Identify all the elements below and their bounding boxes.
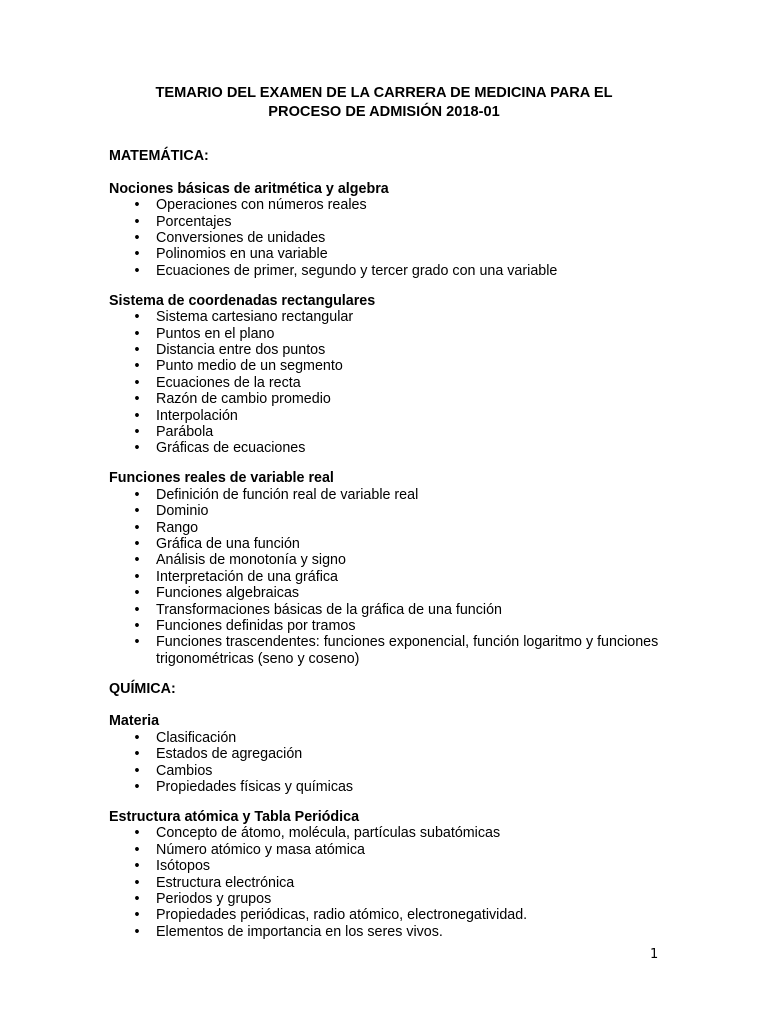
bullet-icon: • [134, 358, 140, 375]
list-item-text: Porcentajes [156, 213, 232, 230]
list-item-text: Ecuaciones de la recta [156, 374, 301, 391]
bullet-icon: • [134, 907, 140, 924]
list-item [109, 263, 699, 279]
bullet-icon: • [134, 341, 140, 358]
bullet-icon: • [134, 309, 140, 326]
list-item-text: Ecuaciones de primer, segundo y tercer grado con una variable [156, 262, 558, 279]
bullet-icon: • [134, 391, 140, 408]
list-item-text: Interpretación de una gráfica [156, 568, 339, 585]
list-item [109, 197, 699, 213]
syllabus-content [109, 148, 699, 954]
bullet-icon: • [134, 762, 140, 779]
topic-heading: Estructura atómica y Tabla Periódica [109, 808, 360, 825]
bullet-icon: • [134, 423, 140, 440]
list-item [109, 907, 699, 923]
list-item [109, 763, 699, 779]
bullet-icon: • [134, 891, 140, 907]
bullet-icon: • [134, 374, 140, 391]
list-item-text: Definición de función real de variable real [156, 486, 419, 503]
bullet-icon: • [134, 197, 140, 214]
list-item [109, 246, 699, 262]
bullet-icon: • [134, 585, 140, 602]
list-item-text: Número atómico y masa atómica [156, 841, 365, 858]
bullet-icon: • [134, 601, 140, 618]
list-item [109, 634, 699, 667]
subject-heading: QUÍMICA: [109, 680, 176, 697]
list-item-text: Gráfica de una función [156, 535, 300, 552]
list-item [109, 326, 699, 342]
list-item-text: Cambios [156, 762, 213, 779]
bullet-icon: • [134, 213, 140, 230]
list-item [109, 779, 699, 795]
list-item-text: Dominio [156, 503, 209, 520]
topic-heading: Materia [109, 713, 160, 730]
subject-spacer [109, 164, 699, 180]
bullet-icon: • [134, 535, 140, 552]
bullet-icon: • [134, 568, 140, 585]
list-item [109, 924, 699, 940]
bullet-icon: • [134, 729, 140, 746]
topic-list [109, 309, 699, 457]
list-item-text: Rango [156, 519, 199, 536]
list-item [109, 585, 699, 601]
list-item-text: Gráficas de ecuaciones [156, 440, 306, 457]
list-item [109, 342, 699, 358]
list-item [109, 552, 699, 568]
list-item-text: Funciones algebraicas [156, 585, 300, 602]
list-item [109, 424, 699, 440]
topic-list [109, 730, 699, 796]
bullet-icon: • [134, 325, 140, 342]
list-item [109, 891, 699, 907]
list-item-text: Punto medio de un segmento [156, 358, 343, 375]
bullet-icon: • [134, 841, 140, 858]
list-item-text: Clasificación [156, 729, 237, 746]
list-item [109, 842, 699, 858]
list-item-text: Funciones definidas por tramos [156, 617, 356, 634]
list-item-text: Concepto de átomo, molécula, partículas subatómicas [156, 825, 501, 842]
list-item [109, 487, 699, 503]
bullet-icon: • [134, 779, 140, 796]
subject-heading: MATEMÁTICA: [109, 148, 209, 164]
bullet-icon: • [134, 552, 140, 569]
list-item-text: Puntos en el plano [156, 325, 275, 342]
list-item-text: Distancia entre dos puntos [156, 341, 326, 358]
list-item-text: Estructura electrónica [156, 874, 295, 891]
topic-heading: Funciones reales de variable real [109, 470, 334, 487]
list-item [109, 391, 699, 407]
list-item-text: Isótopos [156, 858, 211, 875]
bullet-icon: • [134, 262, 140, 279]
bullet-icon: • [134, 440, 140, 457]
bullet-icon: • [134, 923, 140, 940]
bullet-icon: • [134, 503, 140, 520]
page-number: 1 [650, 947, 659, 962]
bullet-icon: • [134, 617, 140, 634]
list-item [109, 309, 699, 325]
list-item [109, 825, 699, 841]
list-item [109, 503, 699, 519]
list-item-text: Análisis de monotonía y signo [156, 552, 346, 569]
list-item-text: Propiedades físicas y químicas [156, 779, 354, 796]
topic-heading: Nociones básicas de aritmética y algebra [109, 180, 389, 197]
list-item-text: Parábola [156, 423, 214, 440]
list-item-text: Sistema cartesiano rectangular [156, 309, 354, 326]
bullet-icon: • [134, 825, 140, 842]
document-title-line-1: TEMARIO DEL EXAMEN DE LA CARRERA DE MEDICINA PARA EL [155, 85, 613, 101]
list-item-text: Estados de agregación [156, 746, 303, 763]
list-item-text: Interpolación [156, 407, 238, 424]
topic-list [109, 197, 699, 279]
list-item-text: Operaciones con números reales [156, 197, 367, 214]
bullet-icon: • [134, 874, 140, 891]
bullet-icon: • [134, 746, 140, 763]
topic-heading: Sistema de coordenadas rectangulares [109, 292, 376, 309]
list-item [109, 214, 699, 230]
list-item [109, 230, 699, 246]
bullet-icon: • [134, 486, 140, 503]
list-item [109, 730, 699, 746]
bullet-icon: • [134, 519, 140, 536]
bullet-icon: • [134, 407, 140, 424]
list-item [109, 602, 699, 618]
document-title [0, 84, 768, 122]
list-item [109, 520, 699, 536]
list-item [109, 746, 699, 762]
list-item-text: Razón de cambio promedio [156, 391, 331, 408]
list-item [109, 408, 699, 424]
list-item [109, 858, 699, 874]
list-item-text: Propiedades periódicas, radio atómico, electronegatividad. [156, 907, 528, 924]
bullet-icon: • [134, 858, 140, 875]
bullet-icon: • [134, 246, 140, 263]
list-item [109, 375, 699, 391]
list-item [109, 440, 699, 456]
list-item-text: Conversiones de unidades [156, 230, 326, 246]
list-item-text: Transformaciones básicas de la gráfica de una función [156, 601, 502, 618]
topic-list [109, 825, 699, 940]
bullet-icon: • [134, 634, 140, 651]
list-item [109, 618, 699, 634]
list-item [109, 569, 699, 585]
list-item-text: Elementos de importancia en los seres vivos. [156, 923, 443, 940]
list-item [109, 536, 699, 552]
list-item-text: Polinomios en una variable [156, 246, 328, 263]
topic-list [109, 487, 699, 667]
subject-spacer [109, 697, 699, 713]
list-item [109, 875, 699, 891]
bullet-icon: • [134, 230, 140, 246]
document-title-line-2: PROCESO DE ADMISIÓN 2018-01 [268, 104, 500, 120]
list-item [109, 358, 699, 374]
list-item-text: Funciones trascendentes: funciones exponencial, función logaritmo y funciones trigonométricas (seno y coseno) [156, 634, 659, 667]
list-item-text: Periodos y grupos [156, 891, 272, 907]
